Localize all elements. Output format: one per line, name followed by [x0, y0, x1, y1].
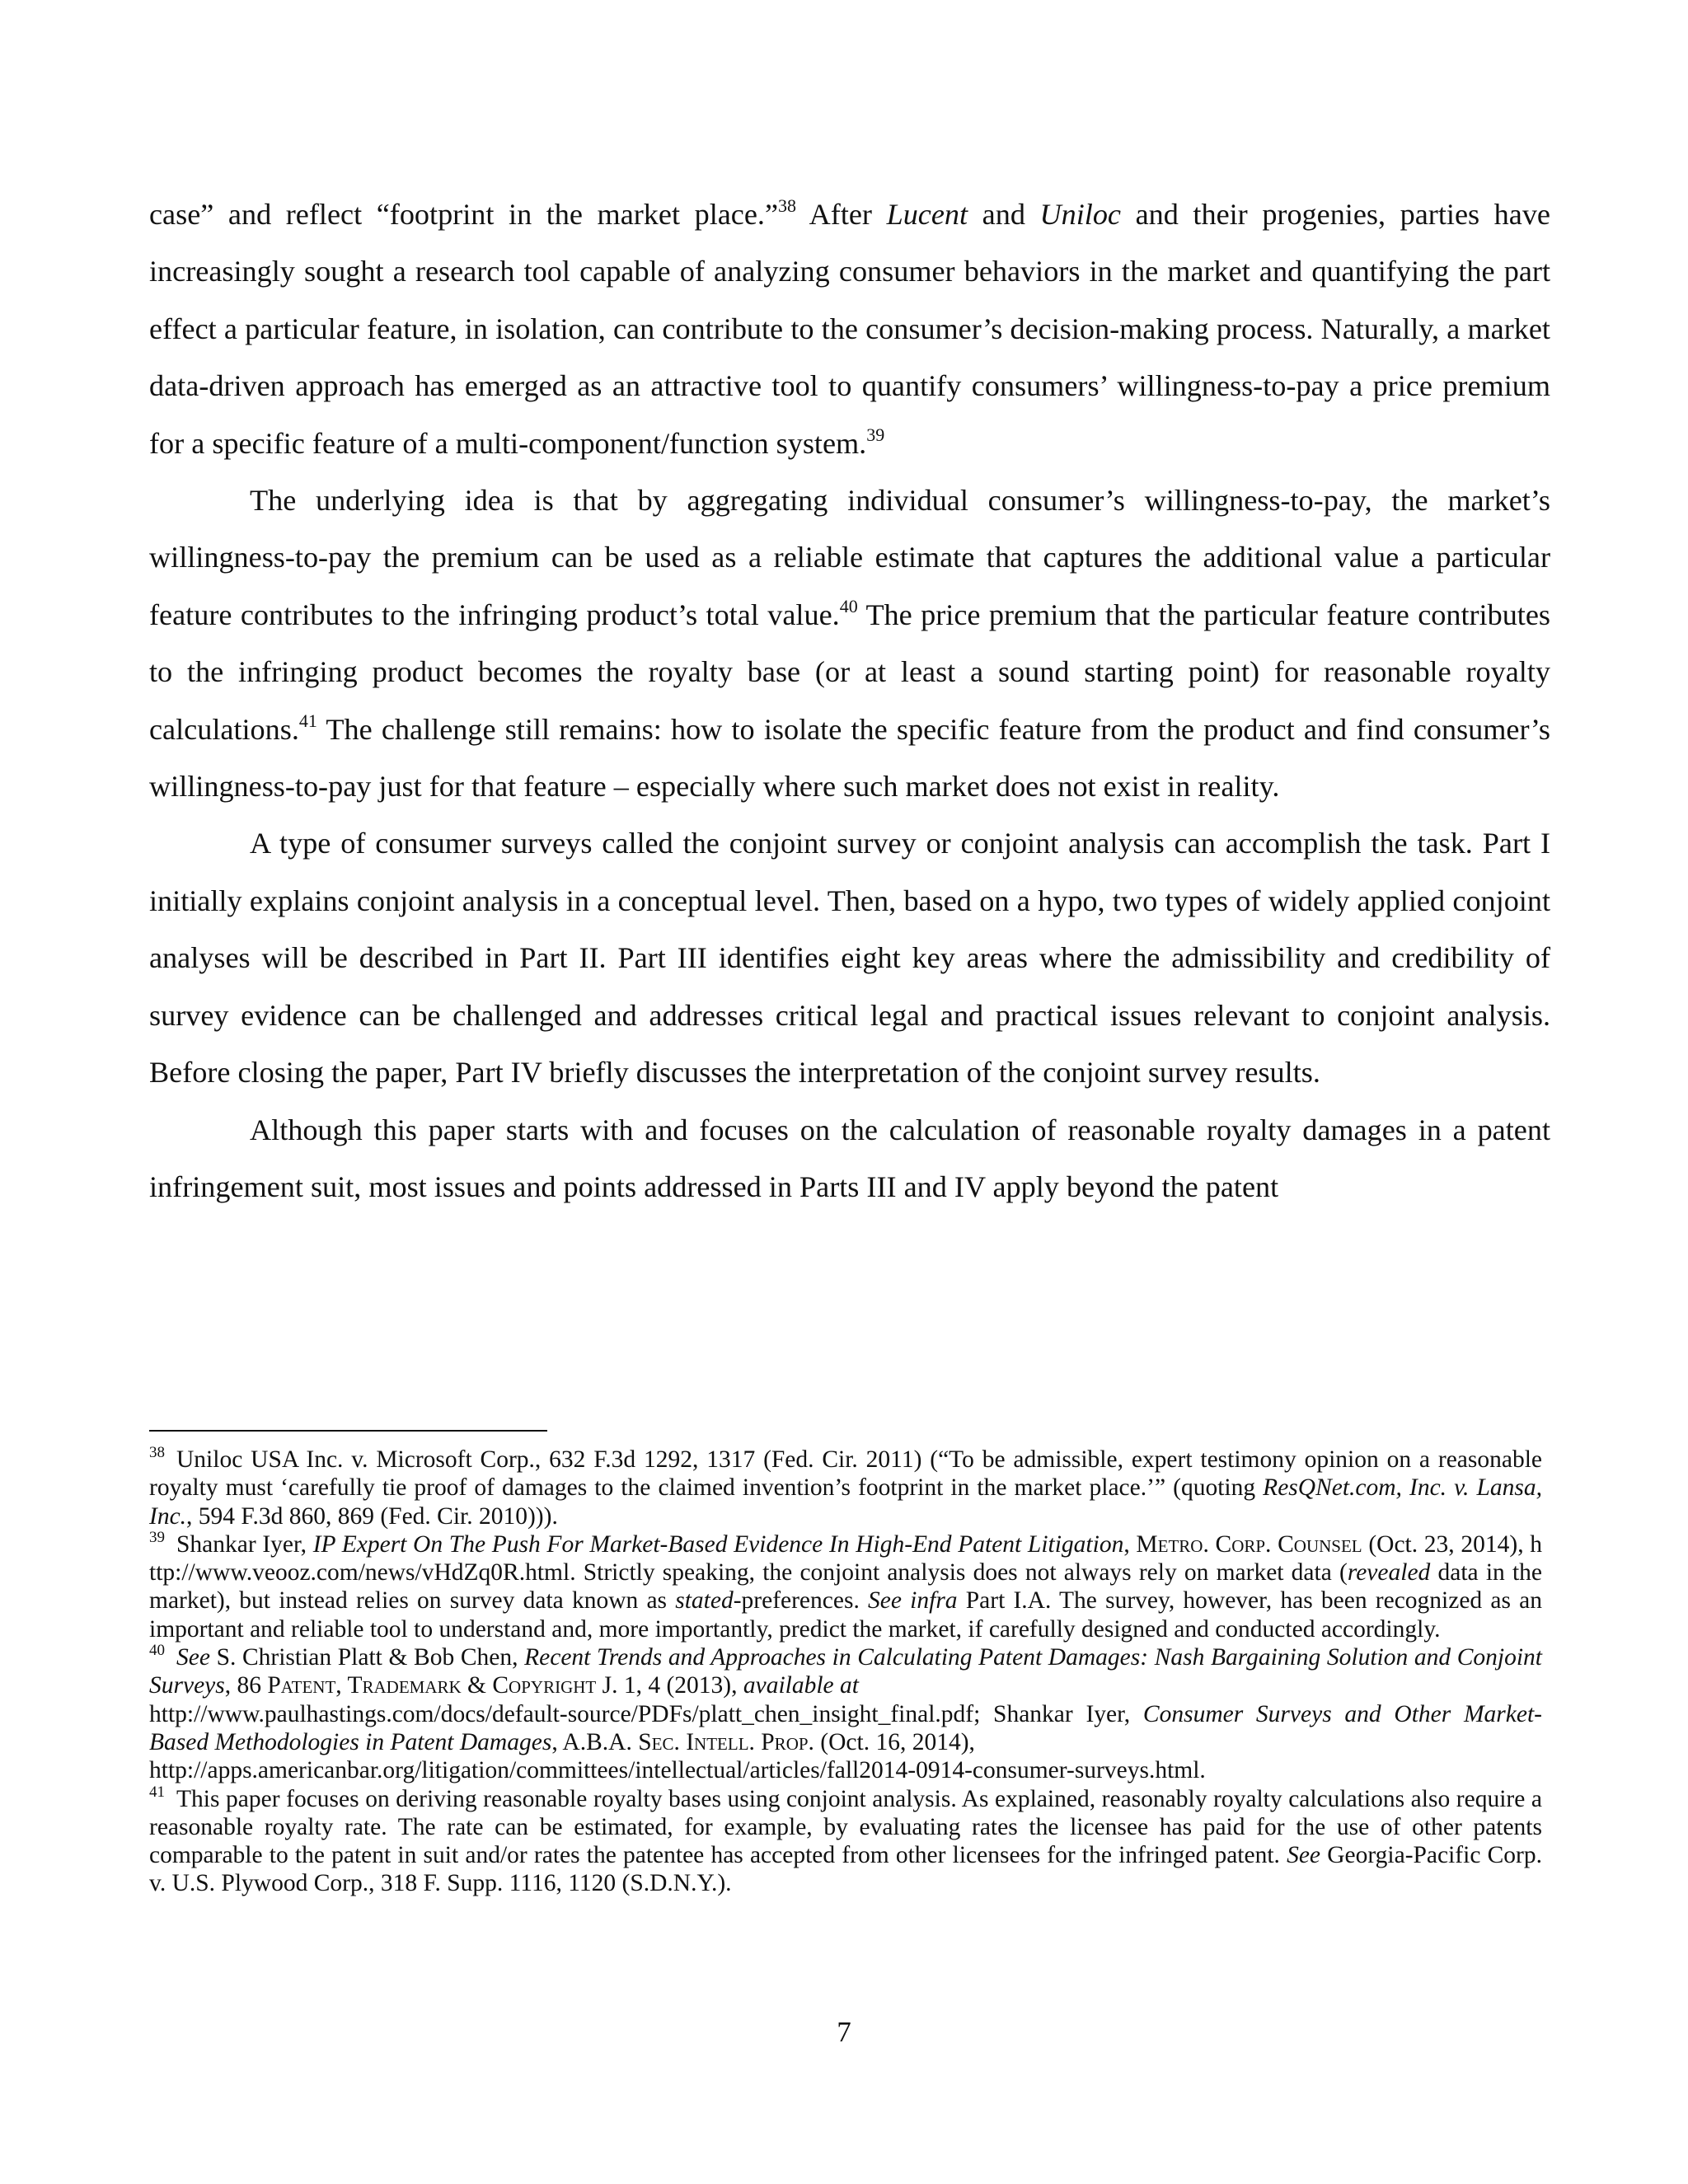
italic-text: Uniloc: [1039, 198, 1121, 231]
text-run: , 594 F.3d 860, 869 (Fed. Cir. 2010))).: [186, 1502, 558, 1530]
url-text: http://apps.americanbar.org/litigation/committees/intellectual/articles/fall2014-0914-consumer-surveys.html: [149, 1757, 1200, 1784]
footnotes: [149, 1446, 1542, 1898]
text-run: ,: [1123, 1530, 1137, 1558]
footnote: [149, 1446, 1542, 1530]
text-run: .: [1199, 1757, 1206, 1784]
footnote: [149, 1643, 1542, 1784]
italic-text: See infra: [868, 1587, 958, 1615]
text-run: . Strictly speaking, the conjoint analysis does not always rely on market data (: [570, 1559, 1348, 1586]
text-run: , 86: [224, 1672, 268, 1699]
url-text: http://www.veooz.com/news/vHdZq0R.html: [149, 1530, 1543, 1586]
italic-text: Recent Trends and Approaches in Calculating Patent Damages: Nash Bargaining Solution and Conjoint Surveys: [149, 1644, 1542, 1699]
page-number: 7: [837, 2016, 851, 2048]
footnote: [149, 1530, 1542, 1643]
footnote-ref: 40: [839, 595, 858, 616]
text-run: and: [968, 198, 1040, 231]
text-run: , A.B.A.: [551, 1728, 639, 1755]
text-run: Although this paper starts with and focuses on the calculation of reasonable royalty damages in a patent infringement suit, most issues and points addressed in Parts III and IV apply beyond the patent: [149, 1113, 1550, 1203]
footnote-number: 40: [149, 1642, 165, 1660]
text-run: Uniloc USA Inc. v. Microsoft Corp., 632 F.3d 1292, 1317 (Fed. Cir. 2011) (“To be admissible, expert testimony opinion on a reasonable royalty must ‘carefully tie proof of damages to the claimed invention’s footprint in the market place.’” (quoting: [149, 1446, 1542, 1502]
italic-text: Consumer Surveys and Other Market-Based Methodologies in Patent Damages: [149, 1700, 1542, 1755]
text-run: -preferences.: [733, 1587, 869, 1615]
text-run: The challenge still remains: how to isolate the specific feature from the product and find consumer’s willingness-to-pay just for that feature – especially where such market does not exist in reality.: [149, 712, 1550, 804]
text-run: A type of consumer surveys called the conjoint survey or conjoint analysis can accomplish the task. Part I initially explains conjoint analysis in a conceptual level. Then, based on a hypo, two types of widely applied conjoint analyses will be described in Part II. Part III identifies eight key areas where the admissibility and credibility of survey evidence can be challenged and addresses critical legal and practical issues relevant to conjoint analysis. Before closing the paper, Part IV briefly discusses the interpretation of the conjoint survey results.: [149, 827, 1550, 1090]
paragraph: [149, 186, 1550, 472]
text-run: data in the market), but instead relies on survey data known as: [149, 1559, 1542, 1615]
text-run: (Oct. 23, 2014),: [1362, 1530, 1531, 1558]
text-run: After: [796, 198, 887, 231]
text-run: Shankar Iyer,: [176, 1530, 313, 1558]
italic-text: Lucent: [886, 198, 968, 231]
text-run: J. 1, 4 (2013),: [596, 1672, 743, 1699]
text-run: This paper focuses on deriving reasonable royalty bases using conjoint analysis. As explained, reasonably royalty calculations also require a reasonable royalty rate. The rate can be estimated, for example, by evaluating rates the licensee has paid for the use of other patents comparable to the patent in suit and/or rates the patentee has accepted from other licensees for the infringed patent.: [149, 1785, 1542, 1869]
paragraph: [149, 815, 1550, 1101]
italic-text: available at: [743, 1672, 859, 1699]
text-run: (Oct. 16, 2014),: [814, 1728, 975, 1755]
italic-text: See: [176, 1644, 210, 1671]
text-run: Georgia-Pacific Corp. v. U.S. Plywood Corp., 318 F. Supp. 1116, 1120 (S.D.N.Y.).: [149, 1842, 1542, 1897]
paragraph: [149, 1102, 1550, 1216]
footnote-number: 39: [149, 1528, 165, 1546]
text-run: case” and reflect “footprint in the market place.”: [149, 198, 779, 231]
footnote-separator: [149, 1430, 547, 1432]
italic-text: ResQNet.com, Inc. v. Lansa, Inc.: [149, 1474, 1543, 1530]
text-run: Part I.A. The survey, however, has been recognized as an important and reliable tool to understand and, more importantly, predict the market, if carefully designed and conducted accordingly.: [149, 1587, 1542, 1643]
italic-text: See: [1287, 1842, 1321, 1869]
small-caps-text: Sec. Intell. Prop.: [638, 1728, 814, 1755]
italic-text: IP Expert On The Push For Market-Based Evidence In High-End Patent Litigation: [312, 1530, 1124, 1558]
small-caps-text: Metro. Corp. Counsel: [1136, 1530, 1362, 1558]
text-run: The underlying idea is that by aggregating individual consumer’s willingness-to-pay, the market’s willingness-to-pay the premium can be used as a reliable estimate that captures the additional value a particular feature contributes to the infringing product’s total value.: [149, 484, 1550, 631]
url-text: http://www.paulhastings.com/docs/default-source/PDFs/platt_chen_insight_final.pdf: [149, 1700, 974, 1727]
footnote-ref: 41: [298, 710, 317, 731]
small-caps-text: Patent, Trademark & Copyright: [267, 1672, 597, 1699]
text-run: and their progenies, parties have increasingly sought a research tool capable of analyzing consumer behaviors in the market and quantifying the part effect a particular feature, in isolation, can contribute to the consumer’s decision-making process. Naturally, a market data-driven approach has emerged as an attractive tool to quantify consumers’ willingness-to-pay a price premium for a specific feature of a multi-component/function system.: [149, 198, 1550, 460]
italic-text: stated: [675, 1587, 734, 1615]
italic-text: revealed: [1347, 1559, 1431, 1586]
text-run: The price premium that the particular feature contributes to the infringing product becomes the royalty base (or at least a sound starting point) for reasonable royalty calculations.: [149, 598, 1550, 746]
footnote-number: 38: [149, 1444, 165, 1461]
footnote-ref: 38: [778, 195, 797, 216]
text-run: ; Shankar Iyer,: [973, 1700, 1143, 1727]
footnote-ref: 39: [866, 424, 885, 445]
body-text: [149, 186, 1550, 1216]
footnote: [149, 1785, 1542, 1898]
text-run: S. Christian Platt & Bob Chen,: [209, 1644, 525, 1671]
paragraph: [149, 472, 1550, 815]
footnote-number: 41: [149, 1783, 165, 1801]
